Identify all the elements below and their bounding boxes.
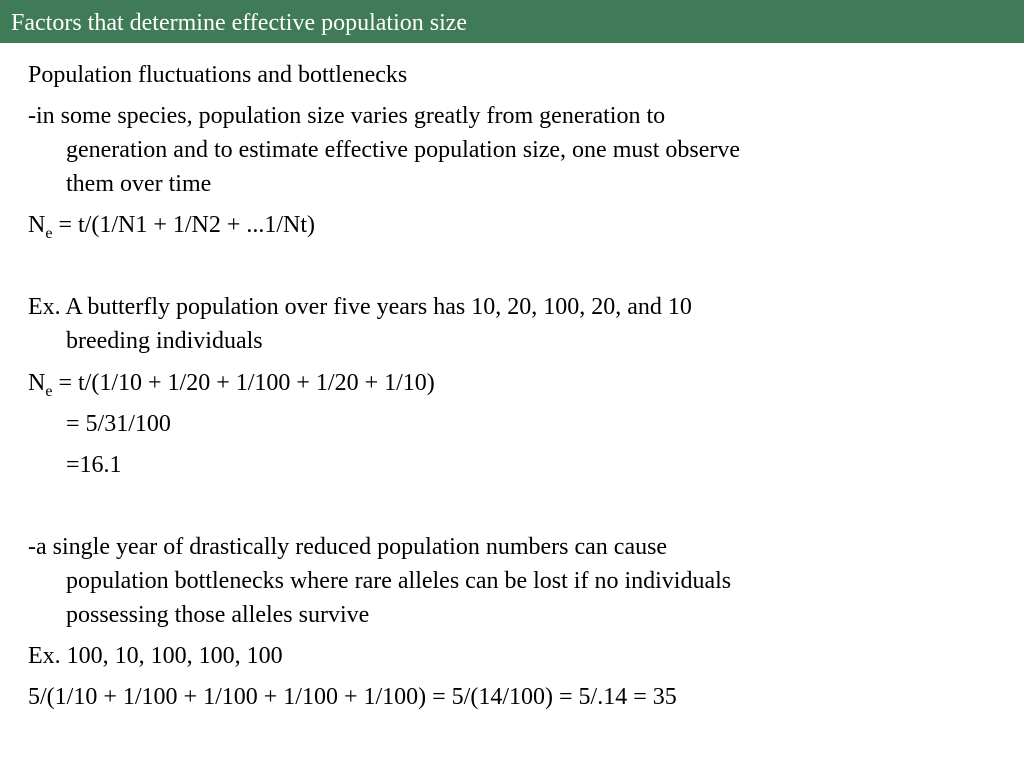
- paragraph-line: generation and to estimate effective population size, one must observe: [66, 137, 741, 163]
- calculation-step: = 5/31/100: [66, 411, 171, 437]
- formula-subscript: e: [45, 383, 53, 400]
- heading-population-fluctuations: Population fluctuations and bottlenecks: [28, 62, 408, 88]
- example-line: breeding individuals: [66, 328, 263, 354]
- formula-expression: = t/(1/10 + 1/20 + 1/100 + 1/20 + 1/10): [52, 370, 435, 396]
- formula-subscript: e: [45, 225, 53, 242]
- formula-expression: = t/(1/N1 + 1/N2 + ...1/Nt): [52, 212, 316, 238]
- formula-symbol: N: [28, 212, 46, 238]
- paragraph-line: -a single year of drastically reduced population numbers can cause: [28, 534, 668, 560]
- title-bar: [0, 0, 1024, 43]
- paragraph-line: -in some species, population size varies greatly from generation to: [28, 103, 666, 129]
- example-line: Ex. A butterfly population over five years has 10, 20, 100, 20, and 10: [28, 294, 692, 320]
- slide-title: Factors that determine effective population size: [11, 10, 468, 36]
- calculation-line: 5/(1/10 + 1/100 + 1/100 + 1/100 + 1/100) = 5/(14/100) = 5/.14 = 35: [28, 684, 677, 710]
- paragraph-line: population bottlenecks where rare alleles can be lost if no individuals: [66, 568, 732, 594]
- formula-example: [28, 366, 435, 403]
- formula-general: [28, 208, 315, 245]
- calculation-result: =16.1: [66, 452, 122, 478]
- paragraph-line: possessing those alleles survive: [66, 602, 370, 628]
- formula-symbol: N: [28, 370, 46, 396]
- example-line: Ex. 100, 10, 100, 100, 100: [28, 643, 283, 669]
- paragraph-line: them over time: [66, 171, 212, 197]
